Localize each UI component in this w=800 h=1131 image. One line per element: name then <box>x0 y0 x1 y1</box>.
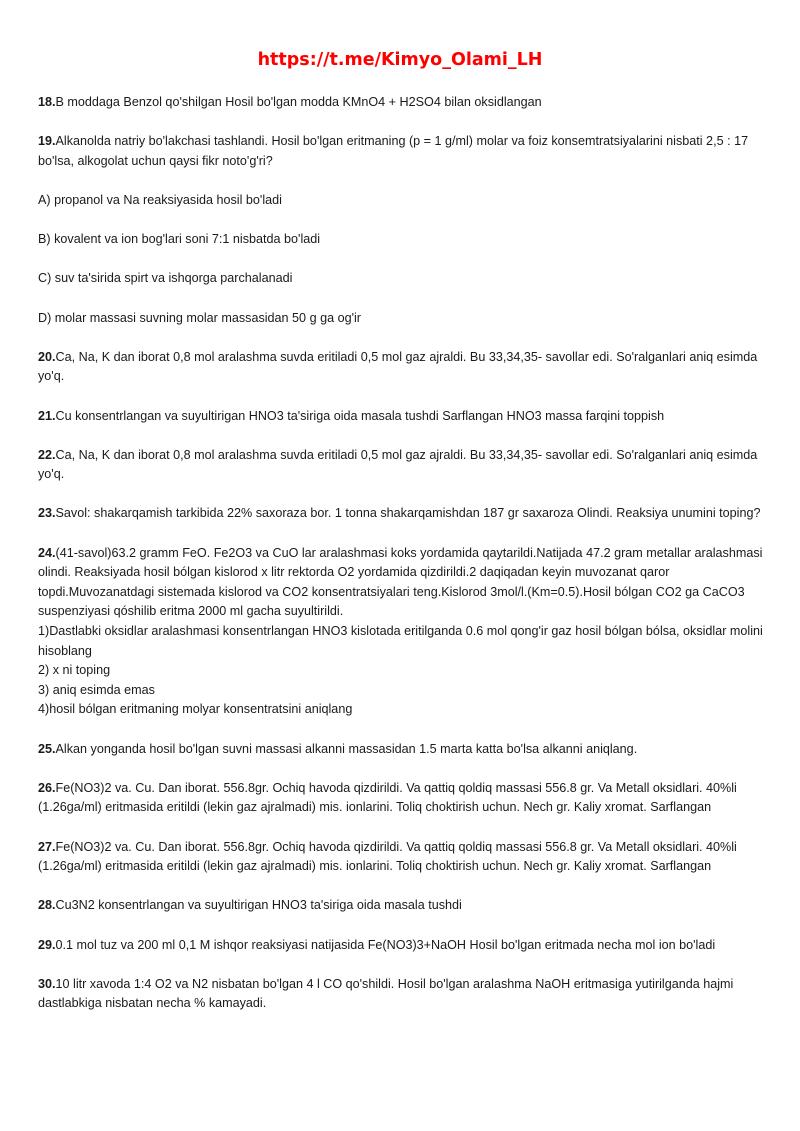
sub-question-1: 1)Dastlabki oksidlar aralashmasi konsentrlangan HNO3 kislotada eritilganda 0.6 mol qong'ir gaz hosil bólgan bólsa, oksidlar molini hisoblang <box>38 624 763 658</box>
answer-option-c: C) suv ta'sirida spirt va ishqorga parchalanadi <box>38 271 293 286</box>
question-number: 27. <box>38 839 56 854</box>
question-text: Ca, Na, K dan iborat 0,8 mol aralashma suvda eritiladi 0,5 mol gaz ajraldi. Bu 33,34,35- savollar edi. So'ralganlari aniq esimda yo'q. <box>38 349 758 384</box>
sub-question-3: 3) aniq esimda emas <box>38 682 155 697</box>
question-30 <box>38 975 768 1014</box>
sub-question-2: 2) x ni toping <box>38 663 111 678</box>
question-22 <box>38 446 768 485</box>
question-list <box>38 93 768 1034</box>
question-number: 20. <box>38 349 56 364</box>
question-24 <box>38 544 768 720</box>
answer-option-b: B) kovalent va ion bog'lari soni 7:1 nisbatda bo'ladi <box>38 232 321 247</box>
question-20 <box>38 348 768 387</box>
question-text: Cu konsentrlangan va suyultirigan HNO3 ta'siriga oida masala tushdi Sarflangan HNO3 massa farqini toppish <box>55 408 665 423</box>
answer-option-d: D) molar massasi suvning molar massasidan 50 g ga og'ir <box>38 310 361 325</box>
question-29 <box>38 936 768 956</box>
question-text: 10 litr xavoda 1:4 O2 va N2 nisbatan bo'lgan 4 l CO qo'shildi. Hosil bo'lgan aralashma NaOH eritmasiga yutirilganda hajmi dastlabkiga nisbatan necha % kamayadi. <box>38 976 734 1011</box>
question-text: 0.1 mol tuz va 200 ml 0,1 M ishqor reaksiyasi natijasida Fe(NO3)3+NaOH Hosil bo'lgan eritmada necha mol ion bo'ladi <box>55 937 716 952</box>
question-number: 29. <box>38 937 56 952</box>
question-18 <box>38 93 768 113</box>
sub-question-4: 4)hosil bólgan eritmaning molyar konsentratsini aniqlang <box>38 702 353 717</box>
question-number: 25. <box>38 741 56 756</box>
question-25 <box>38 740 768 760</box>
question-number: 30. <box>38 976 56 991</box>
answer-option-a: A) propanol va Na reaksiyasida hosil bo'ladi <box>38 192 282 207</box>
question-23 <box>38 504 768 524</box>
question-text: Fe(NO3)2 va. Cu. Dan iborat. 556.8gr. Ochiq havoda qizdirildi. Va qattiq qoldiq massasi 556.8 gr. Va Metall oksidlari. 40%li (1.26ga/ml) eritmasida eritildi (lekin gaz ajralmadi) mis. ionlarini. Toliq choktirish uchun. Nech gr. Kaliy xromat. Sarflangan <box>38 780 737 815</box>
question-21 <box>38 407 768 427</box>
question-number: 26. <box>38 780 56 795</box>
question-number: 24. <box>38 545 56 560</box>
question-text: Fe(NO3)2 va. Cu. Dan iborat. 556.8gr. Ochiq havoda qizdirildi. Va qattiq qoldiq massasi 556.8 gr. Va Metall oksidlari. 40%li (1.26ga/ml) eritmasida eritildi (lekin gaz ajralmadi) mis. ionlarini. Toliq choktirish uchun. Nech gr. Kaliy xromat. Sarflangan <box>38 839 737 874</box>
question-28 <box>38 896 768 916</box>
question-number: 19. <box>38 134 56 149</box>
question-text: (41-savol)63.2 gramm FeO. Fe2O3 va CuO lar aralashmasi koks yordamida qaytarildi.Natijada 47.2 gram metallar aralashmasi olindi. Reaksiyada hosil bólgan kislorod x litr rektorda O2 yordamida qizdirildi.2 daqiqadan keyin muvozanat qaror topdi.Muvozanatdagi sistemada kislorod va CO2 konsentratsiyalari teng.Kislorod 3mol/l.(Km=0.5).Hosil bólgan CO2 ga CaCO3 suspenziyasi qóshilib eritma 2000 ml gacha suyultirildi. <box>38 545 763 619</box>
question-number: 28. <box>38 898 56 913</box>
question-number: 23. <box>38 506 56 521</box>
question-text: Cu3N2 konsentrlangan va suyultirigan HNO3 ta'siriga oida masala tushdi <box>55 898 462 913</box>
question-number: 21. <box>38 408 56 423</box>
telegram-link[interactable]: https://t.me/Kimyo_Olami_LH <box>257 50 543 70</box>
question-number: 18. <box>38 95 56 109</box>
question-text: Ca, Na, K dan iborat 0,8 mol aralashma suvda eritiladi 0,5 mol gaz ajraldi. Bu 33,34,35- savollar edi. So'ralganlari aniq esimda yo'q. <box>38 447 758 482</box>
question-19 <box>38 132 768 171</box>
question-text: Alkanolda natriy bo'lakchasi tashlandi. Hosil bo'lgan eritmaning (p = 1 g/ml) molar va foiz konsemtratsiyalarini nisbati 2,5 : 17 bo'lsa, alkogolat uchun qaysi fikr noto'g'ri? <box>38 134 749 168</box>
question-text: Alkan yonganda hosil bo'lgan suvni massasi alkanni massasidan 1.5 marta katta bo'lsa alkanni aniqlang. <box>55 741 638 756</box>
question-text: Savol: shakarqamish tarkibida 22% saxoraza bor. 1 tonna shakarqamishdan 187 gr saxaroza Olindi. Reaksiya unumini toping? <box>55 506 761 521</box>
question-number: 22. <box>38 447 56 462</box>
question-27 <box>38 838 768 877</box>
question-26 <box>38 779 768 818</box>
question-text: B moddaga Benzol qo'shilgan Hosil bo'lgan modda KMnO4 + H2SO4 bilan oksidlangan <box>55 95 542 109</box>
page-header <box>0 50 800 70</box>
